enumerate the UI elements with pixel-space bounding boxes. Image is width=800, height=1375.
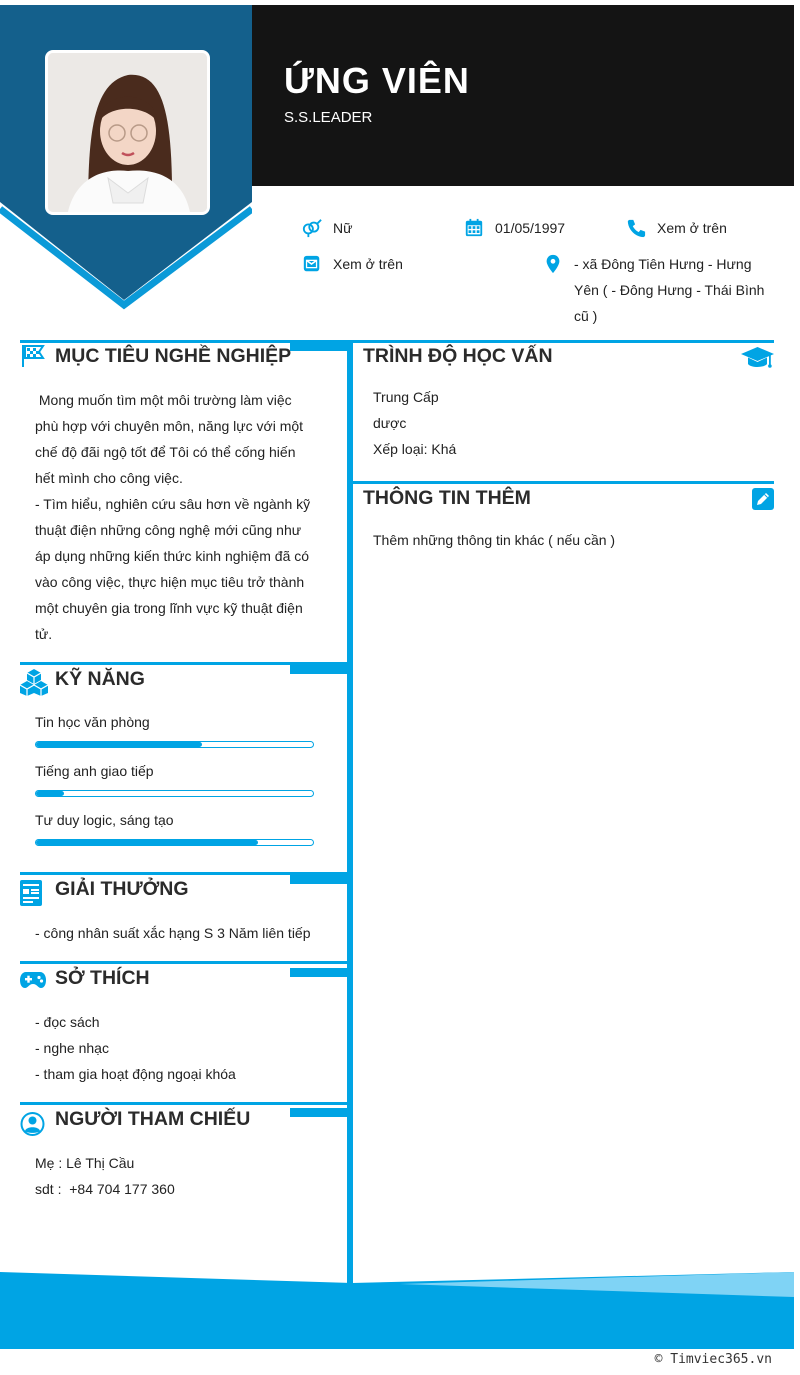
- user-circle-icon: [20, 1109, 45, 1138]
- objective-tab: [290, 342, 347, 351]
- reference-rule: [20, 1102, 347, 1105]
- skill-bar: [35, 790, 314, 797]
- skill-name: Tin học văn phòng: [35, 714, 150, 730]
- footer-wave: [0, 1270, 800, 1350]
- email-icon: [301, 254, 323, 274]
- flag-icon: [20, 343, 46, 369]
- education-text: Trung Cấp dược Xếp loại: Khá: [373, 389, 457, 457]
- gamepad-icon: [20, 970, 46, 990]
- objective-title: MỤC TIÊU NGHỀ NGHIỆP: [55, 345, 292, 367]
- dob-value: 01/05/1997: [495, 220, 566, 236]
- hobbies-list: [35, 1009, 236, 1087]
- reference-title: NGƯỜI THAM CHIẾU: [55, 1108, 251, 1130]
- skills-title: KỸ NĂNG: [55, 668, 145, 690]
- awards-tab: [290, 875, 347, 884]
- extra-rule: [353, 481, 774, 484]
- awards-text: - công nhân suất xắc hạng S 3 Năm liên tiếp: [35, 925, 311, 941]
- reference-tab: [290, 1108, 347, 1117]
- gender-value: Nữ: [333, 220, 353, 236]
- phone-icon: [625, 218, 647, 238]
- candidate-role: S.S.LEADER: [284, 109, 373, 126]
- graduation-cap-icon: [741, 345, 774, 371]
- phone-value: Xem ở trên: [657, 220, 727, 236]
- list-item: - đọc sách: [35, 1014, 100, 1030]
- skill-bar-fill: [36, 840, 258, 845]
- gender-icon: [301, 218, 323, 238]
- awards-title: GIẢI THƯỞNG: [55, 878, 189, 900]
- map-pin-icon: [542, 254, 564, 274]
- extra-text: Thêm những thông tin khác ( nếu cần ): [373, 532, 616, 548]
- skill-name: Tư duy logic, sáng tạo: [35, 812, 174, 828]
- calendar-icon: [463, 218, 485, 238]
- hobbies-title: SỞ THÍCH: [55, 967, 150, 989]
- email-value: Xem ở trên: [333, 256, 403, 272]
- skill-bar: [35, 741, 314, 748]
- address-value: - xã Đông Tiên Hưng - Hưng Yên ( - Đông Hưng - Thái Bình cũ ): [574, 256, 765, 324]
- skill-bar-fill: [36, 742, 202, 747]
- education-rule: [353, 340, 774, 343]
- skill-name: Tiếng anh giao tiếp: [35, 763, 154, 779]
- skill-bar: [35, 839, 314, 846]
- skill-bar-fill: [36, 791, 64, 796]
- hobbies-tab: [290, 968, 347, 977]
- copyright: © Timviec365.vn: [654, 1352, 772, 1367]
- candidate-name: ỨNG VIÊN: [284, 60, 470, 101]
- cubes-icon: [20, 668, 48, 696]
- hobbies-rule: [20, 961, 347, 964]
- objective-text: Mong muốn tìm một môi trường làm việc phù hợp với chuyên môn, năng lực với một chế độ đãi ngộ tốt để Tôi có thể cống hiến hết mình cho công việc. - Tìm hiểu, nghiên cứu sâu hơn về ngành kỹ thuật điện những công nghệ mới cũng như áp dụng những kiến thức kinh nghiệm đã có vào công việc, thực hiện mục tiêu trở thành một chuyên gia trong lĩnh vực kỹ thuật điện tử.: [35, 392, 311, 642]
- edit-icon: [752, 488, 774, 510]
- avatar: [45, 50, 210, 215]
- list-item: - nghe nhạc: [35, 1040, 109, 1056]
- extra-title: THÔNG TIN THÊM: [363, 487, 531, 509]
- reference-text: Mẹ : Lê Thị Cầu sdt : +84 704 177 360: [35, 1155, 175, 1197]
- education-title: TRÌNH ĐỘ HỌC VẤN: [363, 345, 553, 367]
- list-item: - tham gia hoạt động ngoại khóa: [35, 1066, 236, 1082]
- skills-tab: [290, 665, 347, 674]
- certificate-icon: [20, 880, 42, 906]
